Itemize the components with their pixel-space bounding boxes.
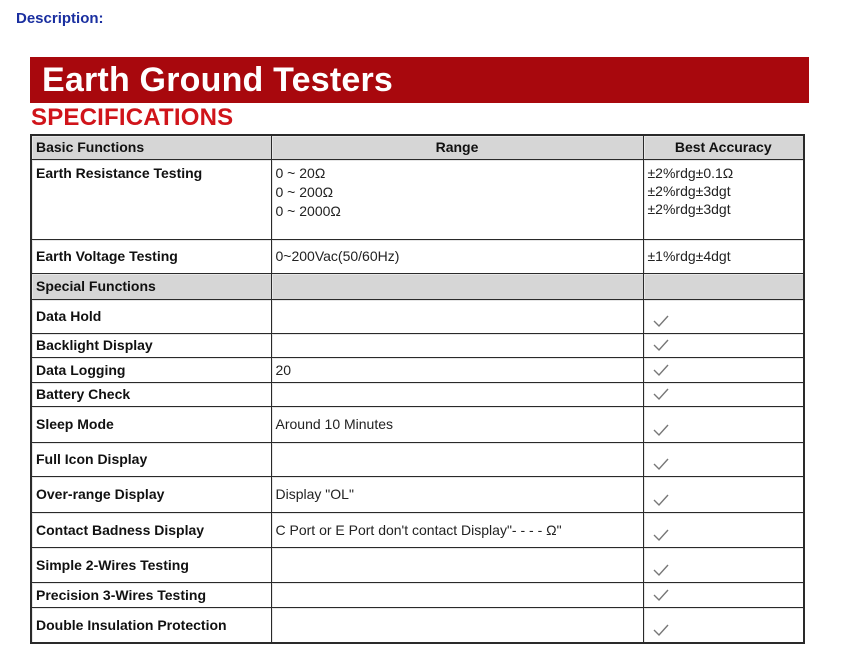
- description-label: [16, 10, 104, 27]
- accuracy-value: ±2%rdg±3dgt: [647, 200, 731, 217]
- check-icon: [652, 387, 670, 401]
- range-value: Display "OL": [271, 476, 643, 512]
- function-name: Backlight Display: [31, 333, 271, 357]
- range-value: 0 ~ 20Ω: [275, 164, 326, 181]
- range-value: 0 ~ 200Ω: [275, 183, 334, 200]
- function-name: Earth Resistance Testing: [31, 159, 271, 239]
- title-banner: [30, 57, 809, 103]
- accuracy-cell: [643, 406, 804, 442]
- function-name: Double Insulation Protection: [31, 607, 271, 643]
- table-row: [31, 442, 804, 476]
- function-name: Sleep Mode: [31, 406, 271, 442]
- empty-cell: [643, 273, 804, 299]
- accuracy-cell: [643, 333, 804, 357]
- accuracy-cell: [643, 299, 804, 333]
- special-functions-label: Special Functions: [31, 273, 271, 299]
- check-icon: [652, 457, 670, 471]
- accuracy-cell: [643, 159, 804, 239]
- table-row: [31, 239, 804, 273]
- header-basic-functions: Basic Functions: [31, 135, 271, 159]
- check-icon: [652, 563, 670, 577]
- accuracy-cell: [643, 442, 804, 476]
- accuracy-cell: [643, 582, 804, 607]
- range-value: Around 10 Minutes: [271, 406, 643, 442]
- range-value: 0 ~ 2000Ω: [275, 202, 341, 219]
- accuracy-cell: [643, 476, 804, 512]
- range-value: [271, 607, 643, 643]
- check-icon: [652, 623, 670, 637]
- table-row: [31, 159, 804, 239]
- table-row: [31, 547, 804, 582]
- empty-cell: [271, 273, 643, 299]
- function-name: Earth Voltage Testing: [31, 239, 271, 273]
- function-name: Contact Badness Display: [31, 512, 271, 547]
- table-row: [31, 333, 804, 357]
- table-row: [31, 382, 804, 406]
- accuracy-value: ±2%rdg±3dgt: [647, 182, 731, 199]
- function-name: Full Icon Display: [31, 442, 271, 476]
- range-value: 0~200Vac(50/60Hz): [271, 239, 643, 273]
- table-row: [31, 607, 804, 643]
- table-row: [31, 406, 804, 442]
- header-best-accuracy: Best Accuracy: [643, 135, 804, 159]
- range-value: [271, 442, 643, 476]
- accuracy-cell: [643, 547, 804, 582]
- accuracy-cell: [643, 607, 804, 643]
- function-name: Simple 2-Wires Testing: [31, 547, 271, 582]
- table-row: [31, 512, 804, 547]
- check-icon: [652, 423, 670, 437]
- table-row: [31, 582, 804, 607]
- special-functions-body: [31, 299, 804, 643]
- function-name: Over-range Display: [31, 476, 271, 512]
- accuracy-cell: [643, 512, 804, 547]
- description-text: Description: [16, 10, 99, 27]
- accuracy-value: ±2%rdg±0.1Ω: [647, 164, 734, 181]
- range-value: [271, 382, 643, 406]
- special-functions-header-row: [31, 273, 804, 299]
- check-icon: [652, 528, 670, 542]
- range-value: [271, 299, 643, 333]
- description-colon: :: [98, 10, 104, 27]
- range-value: C Port or E Port don't contact Display"- - - - Ω": [271, 512, 643, 547]
- check-icon: [652, 314, 670, 328]
- function-name: Precision 3-Wires Testing: [31, 582, 271, 607]
- table-header-row: [31, 135, 804, 159]
- range-value: [271, 582, 643, 607]
- function-name: Battery Check: [31, 382, 271, 406]
- range-value: 20: [271, 357, 643, 382]
- header-range: Range: [271, 135, 643, 159]
- table-row: [31, 299, 804, 333]
- check-icon: [652, 493, 670, 507]
- accuracy-cell: [643, 382, 804, 406]
- specifications-heading: SPECIFICATIONS: [31, 104, 234, 131]
- check-icon: [652, 588, 670, 602]
- check-icon: [652, 338, 670, 352]
- specifications-table: [30, 134, 805, 644]
- table-row: [31, 476, 804, 512]
- accuracy-value: ±1%rdg±4dgt: [643, 239, 804, 273]
- range-value: [271, 333, 643, 357]
- function-name: Data Logging: [31, 357, 271, 382]
- banner-title: Earth Ground Testers: [42, 60, 393, 99]
- check-icon: [652, 363, 670, 377]
- range-value: [271, 547, 643, 582]
- range-cell: [271, 159, 643, 239]
- accuracy-cell: [643, 357, 804, 382]
- function-name: Data Hold: [31, 299, 271, 333]
- table-row: [31, 357, 804, 382]
